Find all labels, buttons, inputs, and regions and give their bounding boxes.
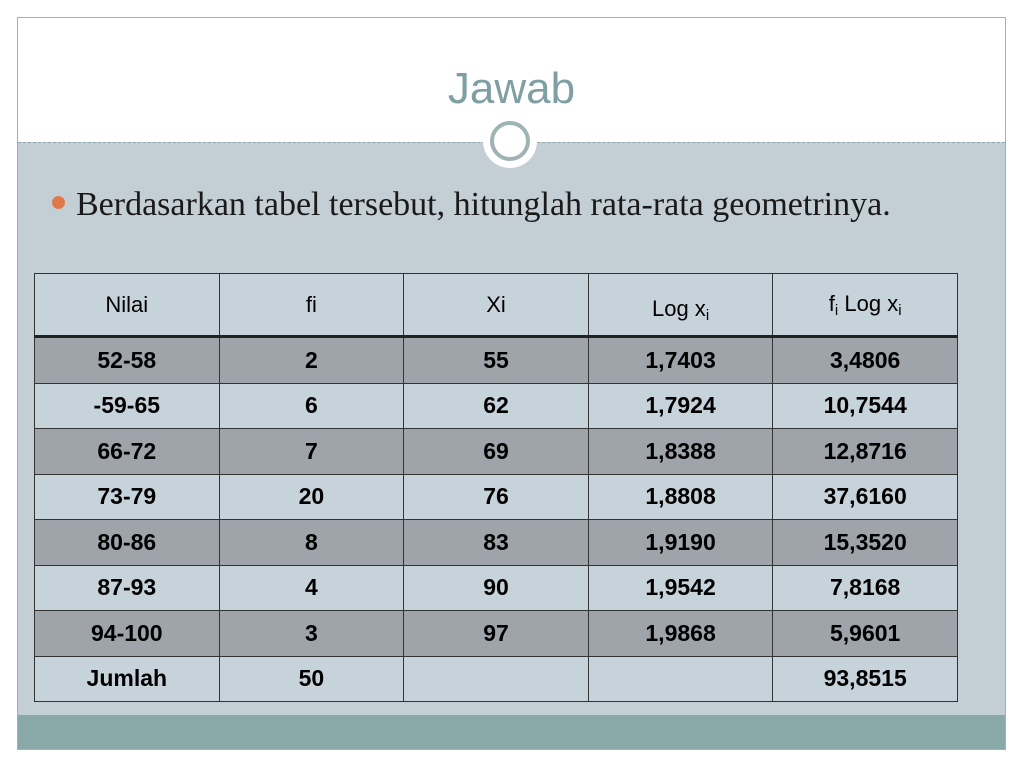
cell-log-xi: 1,9868	[588, 611, 773, 657]
cell-nilai: 94-100	[35, 611, 220, 657]
cell-nilai: 73-79	[35, 474, 220, 520]
cell-log-xi: 1,7924	[588, 383, 773, 429]
cell-total-fi-log-xi: 93,8515	[773, 656, 958, 702]
table-row	[35, 429, 958, 475]
cell-total-label: Jumlah	[35, 656, 220, 702]
cell-nilai: 80-86	[35, 520, 220, 566]
cell-log-xi: 1,7403	[588, 337, 773, 384]
cell-xi: 83	[404, 520, 589, 566]
cell-total-xi	[404, 656, 589, 702]
slide-title: Jawab	[447, 64, 576, 113]
cell-fi: 7	[219, 429, 404, 475]
cell-fi: 2	[219, 337, 404, 384]
table-row	[35, 611, 958, 657]
circle-ornament-icon	[483, 114, 537, 168]
cell-xi: 90	[404, 565, 589, 611]
cell-xi: 55	[404, 337, 589, 384]
cell-nilai: 87-93	[35, 565, 220, 611]
cell-nilai: -59-65	[35, 383, 220, 429]
slide	[17, 17, 1006, 750]
cell-fi: 8	[219, 520, 404, 566]
cell-log-xi: 1,8808	[588, 474, 773, 520]
cell-total-log-xi	[588, 656, 773, 702]
cell-fi: 6	[219, 383, 404, 429]
cell-fi: 3	[219, 611, 404, 657]
table-row	[35, 383, 958, 429]
table-row	[35, 565, 958, 611]
bullet-text: Berdasarkan tabel tersebut, hitunglah rata-rata geometrinya.	[76, 186, 891, 223]
cell-xi: 97	[404, 611, 589, 657]
table-row	[35, 474, 958, 520]
footer-band	[18, 715, 1005, 749]
header-nilai: Nilai	[35, 274, 220, 337]
table-row	[35, 520, 958, 566]
cell-xi: 62	[404, 383, 589, 429]
header-log-xi: Log $x_i$	[588, 274, 773, 337]
cell-fi-log-xi: 7,8168	[773, 565, 958, 611]
cell-nilai: 52-58	[35, 337, 220, 384]
cell-log-xi: 1,9190	[588, 520, 773, 566]
cell-xi: 76	[404, 474, 589, 520]
cell-fi-log-xi: 37,6160	[773, 474, 958, 520]
header-xi: Xi	[404, 274, 589, 337]
cell-fi: 4	[219, 565, 404, 611]
table-total-row	[35, 656, 958, 702]
header-fi-log-xi: $f_i$ Log $x_i$	[773, 274, 958, 337]
cell-nilai: 66-72	[35, 429, 220, 475]
header-fi: fi	[219, 274, 404, 337]
cell-fi-log-xi: 5,9601	[773, 611, 958, 657]
bullet-dot-icon	[52, 196, 65, 209]
cell-log-xi: 1,9542	[588, 565, 773, 611]
circle-ornament-inner	[490, 121, 530, 161]
frequency-table	[34, 273, 958, 702]
cell-fi: 20	[219, 474, 404, 520]
cell-fi-log-xi: 15,3520	[773, 520, 958, 566]
cell-fi-log-xi: 10,7544	[773, 383, 958, 429]
cell-fi-log-xi: 12,8716	[773, 429, 958, 475]
cell-xi: 69	[404, 429, 589, 475]
table-row	[35, 337, 958, 384]
cell-fi-log-xi: 3,4806	[773, 337, 958, 384]
table-header-row	[35, 274, 958, 337]
cell-log-xi: 1,8388	[588, 429, 773, 475]
cell-total-fi: 50	[219, 656, 404, 702]
